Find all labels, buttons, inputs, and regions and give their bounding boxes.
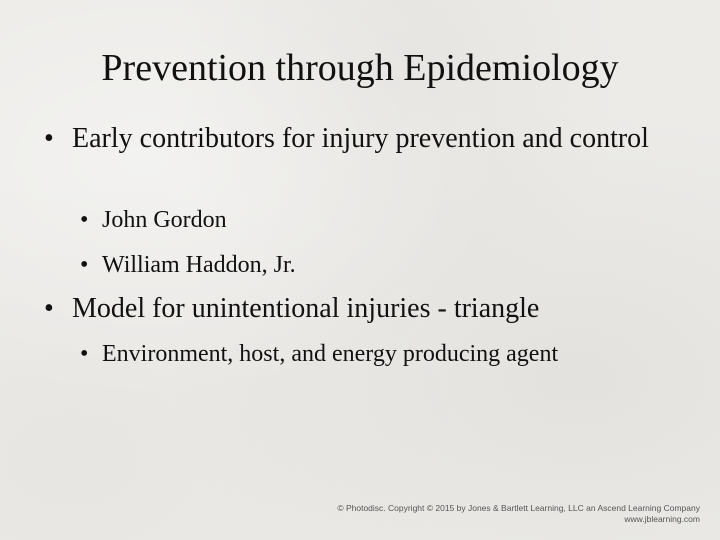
copyright-text: © Photodisc. Copyright © 2015 by Jones & Bartlett Learning, LLC an Ascend Learning Company [337, 503, 700, 513]
sub-bullet-item [80, 339, 700, 369]
sub-bullet-text: Environment, host, and energy producing agent [102, 341, 559, 367]
bullet-item [44, 291, 684, 327]
bullet-icon: • [80, 252, 89, 278]
slide-title: Prevention through Epidemiology [101, 47, 619, 89]
bullet-item [44, 121, 664, 157]
bullet-text: Early contributors for injury prevention and control [72, 123, 649, 154]
bullet-icon: • [80, 341, 89, 367]
sub-bullet-item [80, 250, 680, 280]
bullet-icon: • [44, 123, 54, 154]
sub-bullet-text: William Haddon, Jr. [102, 252, 296, 278]
sub-bullet-text: John Gordon [102, 207, 227, 233]
bullet-text: Model for unintentional injuries - triangle [72, 293, 540, 324]
bullet-icon: • [44, 293, 54, 324]
copyright-footer [337, 503, 700, 525]
bullet-icon: • [80, 207, 89, 233]
sub-bullet-item [80, 205, 680, 235]
website-link[interactable]: www.jblearning.com [624, 514, 700, 524]
